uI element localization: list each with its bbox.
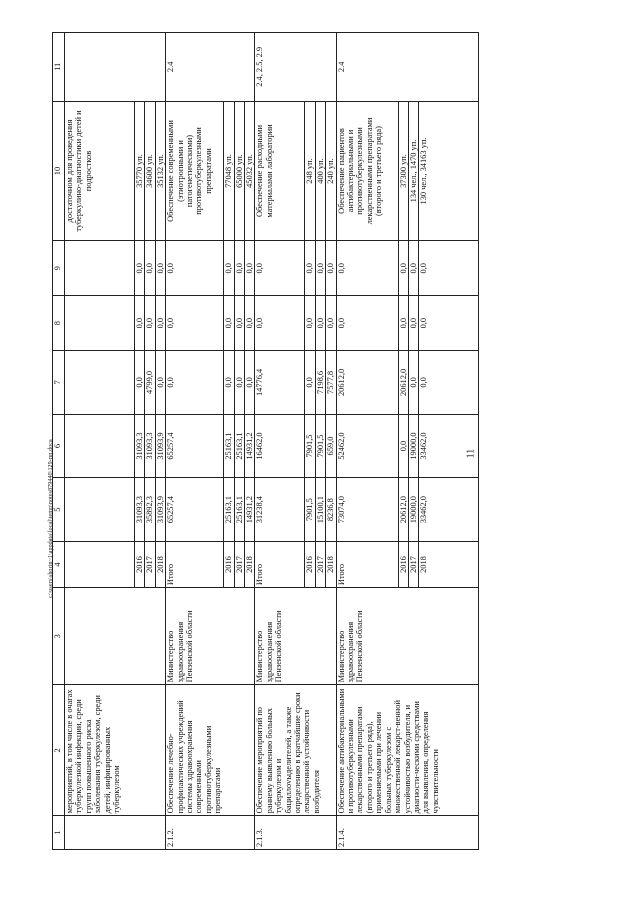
header-col-8: 8: [53, 296, 65, 351]
executor-cell: Министерство здравоохранения Пензенской области: [336, 588, 479, 685]
program-activities-table: [52, 32, 479, 850]
table-row: 2018 8236,8 659,0 7577,8 0,0 0,0 240 уп.: [326, 33, 336, 850]
activity-name-cell: Обеспечение мероприятий по раннему выявлению больных туберкулезом и бациллovыделителей, а также определению в кратчайшие сроки лекарственной устойчивости возбудителя: [255, 685, 336, 816]
col11-ref: 2.4: [336, 33, 479, 102]
header-col-7: 7: [53, 351, 65, 415]
activity-name-cell: Обеспечение лечебно-профилактических учреждений системы здравоохранения современными противотуберкулезными препаратами: [166, 685, 255, 816]
activity-name-cell: мероприятий, в том числе в очагах туберкулезной инфекции, среди групп повышенного риска заболевания туберкулезом, среди детей, инфицированных туберкулезом: [65, 685, 166, 816]
indicator-cell: Обеспечение расходными материалами лаборатории: [255, 101, 305, 241]
column-number-row: [53, 33, 65, 850]
header-col-1: 1: [53, 816, 65, 850]
executor-cell: Министерство здравоохранения Пензенской области: [166, 588, 255, 685]
indicator-cell: достаточном для проведения туберкулино-диагностики детей и подростков: [65, 101, 135, 241]
header-col-9: 9: [53, 241, 65, 296]
header-col-4: 4: [53, 541, 65, 587]
header-col-5: 5: [53, 478, 65, 542]
page-number: 11: [465, 448, 477, 459]
table-row: [65, 33, 135, 850]
header-col-11: 11: [53, 33, 65, 102]
header-col-2: 2: [53, 685, 65, 816]
item-number: 2.1.3.: [255, 816, 336, 850]
table-row: 2017 19000,0 19000,0 0,0 0,0 0,0 134 чел., 1470 уп.: [409, 33, 419, 850]
table-row: 2.1.4. Обеспечение антибактериальными и противотуберкулезными лекарственными препаратами (второго и третьего ряда), применяемыми при лечении больных туберкулезом с множественной лекарст-венной устойчивостью возбудителя, и диагности-ческими средствами для выявления, определения чувствительности Министерство здравоохранения Пензенской области Итого 73074,0 52462,0 20612,0 0,0 0,0 Обеспечение пациентов антибактериальными и противотуберкулезными лекарственными препаратами (второго и третьего ряда) 2.4: [336, 33, 398, 850]
item-number: 2.1.2.: [166, 816, 255, 850]
table-row: 2.1.3. Обеспечение мероприятий по раннему выявлению больных туберкулезом и бациллovыделителей, а также определению в кратчайшие сроки лекарственной устойчивости возбудителя Министерство здравоохранения Пензенской области Итого 31238,4 16462,0 14776,4 0,0 0,0 Обеспечение расходными материалами лаборатории 2.4, 2.5, 2.9: [255, 33, 305, 850]
executor-cell: Министерство здравоохранения Пензенской области: [255, 588, 336, 685]
table-row: 2016 20612,0 0,0 20612,0 0,0 0,0 37300 уп.: [398, 33, 408, 850]
header-col-10: 10: [53, 101, 65, 241]
item-number: 2.1.4.: [336, 816, 479, 850]
table-row: 2016 7901,5 7901,5 0,0 0,0 0,0 248 уп.: [305, 33, 315, 850]
table-row: 2018 31093,9 31093,9 0,0 0,0 0,0 35132 уп.: [155, 33, 165, 850]
col11-ref: 2.4: [166, 33, 255, 102]
header-col-6: 6: [53, 414, 65, 478]
header-col-3: 3: [53, 588, 65, 685]
col11-ref: 2.4, 2.5, 2.9: [255, 33, 336, 102]
indicator-cell: Обеспечение пациентов антибактериальными и противотуберкулезными лекарственными препаратами (второго и третьего ряда): [336, 101, 398, 241]
activity-name-cell: Обеспечение антибактериальными и противотуберкулезными лекарственными препаратами (второго и третьего ряда), применяемыми при лечении больных туберкулезом с множественной лекарст-венной устойчивостью возбудителя, и диагности-ческими средствами для выявления, определения чувствительности: [336, 685, 479, 816]
rotated-document-sheet: [52, 32, 574, 850]
table-row: 2018 33462,0 33462,0 0,0 0,0 0,0 130 чел., 34163 уп.: [419, 33, 479, 850]
table-row: 2017 35892,3 31093,3 4799,0 0,0 0,0 34600 уп.: [145, 33, 155, 850]
indicator-cell: Обеспечение современными (этиотропными и патогенетическими) противотуберкулезными препаратами: [166, 101, 224, 241]
table-row: 2018 14931,2 14931,2 0,0 0,0 0,0 45032 уп.: [245, 33, 255, 850]
table-row: 2016 31093,3 31093,3 0,0 0,0 0,0 35770 уп.: [135, 33, 145, 850]
table-row: 2016 25163,1 25163,1 0,0 0,0 0,0 77048 уп.: [224, 33, 234, 850]
footer-file-path: c:\users\shorin~1\appdata\local\temp\notes879440\129-пп.doca: [48, 439, 54, 598]
table-row: 2017 15100,1 7901,5 7198,6 0,0 0,0 400 уп.: [315, 33, 325, 850]
table-row: 2.1.2. Обеспечение лечебно-профилактических учреждений системы здравоохранения современными противотуберкулезными препаратами Министерство здравоохранения Пензенской области Итого 65257,4 65257,4 0,0 0,0 0,0 Обеспечение современными (этиотропными и патогенетическими) противотуберкулезными препаратами 2.4: [166, 33, 224, 850]
table-row: 2017 25163,1 25163,1 0,0 0,0 0,0 65000 уп.: [234, 33, 244, 850]
